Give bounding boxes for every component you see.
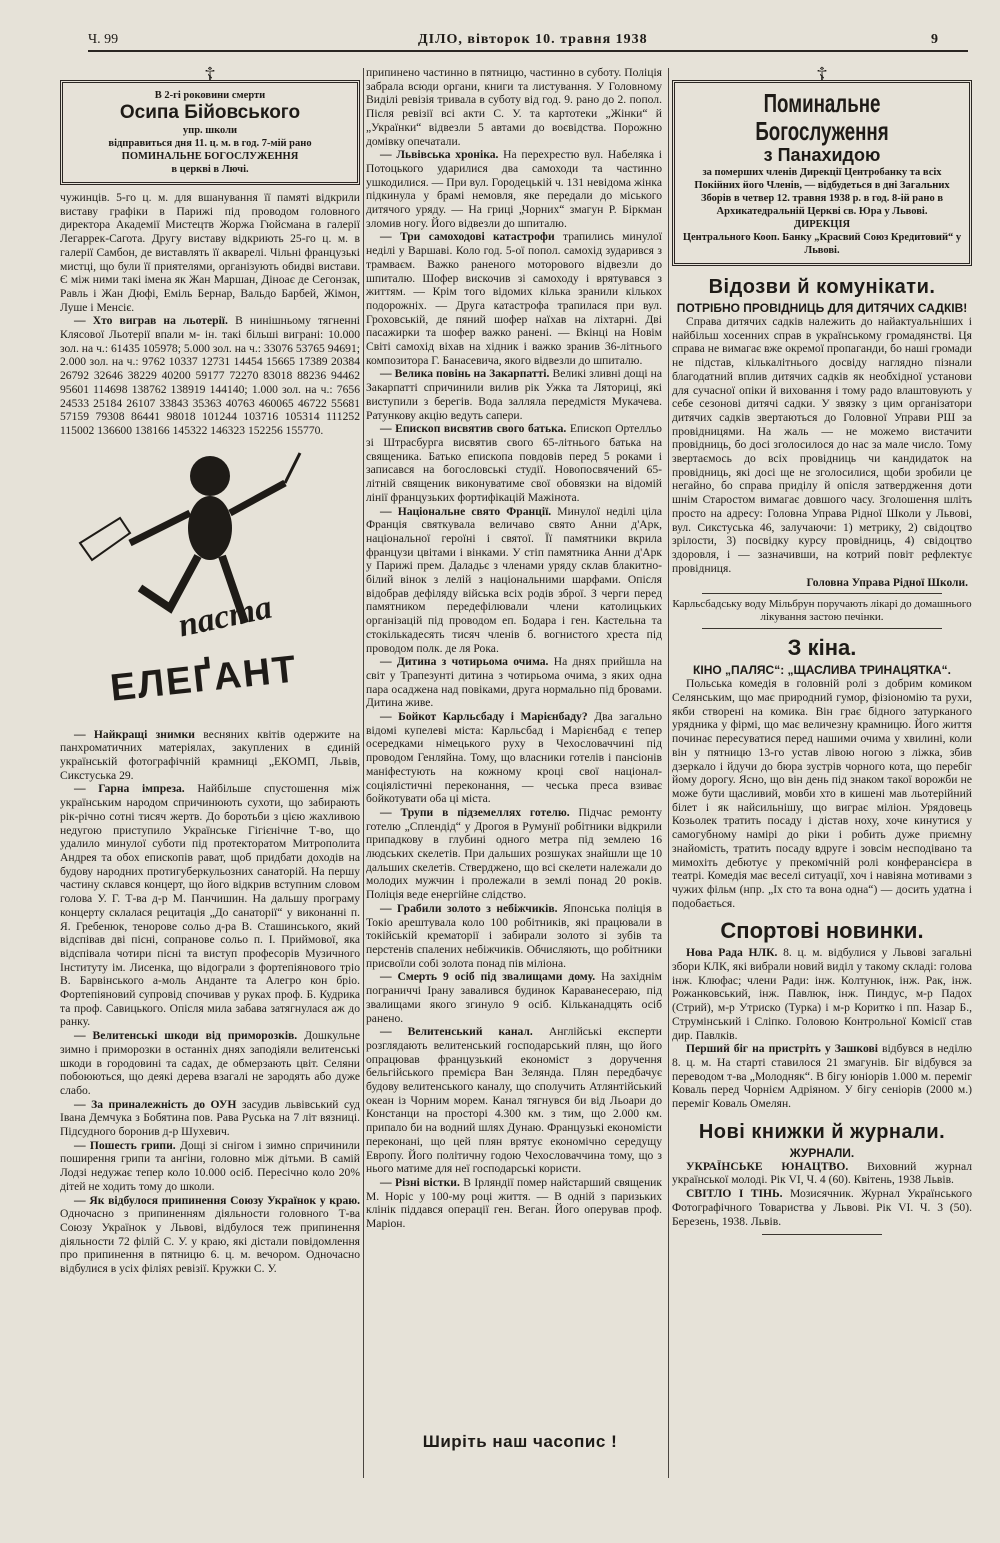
journals-subtitle: ЖУРНАЛИ. [789, 1145, 855, 1160]
memorial-line-2: упр. школи [182, 125, 238, 136]
tube-shape [80, 518, 130, 560]
memorial-line-1: В 2-гі роковини смерти [154, 90, 266, 101]
masthead-rule [88, 50, 968, 52]
ad-brand-word: ЕЛЕҐАНТ [108, 647, 300, 710]
memorial-notice-biyovsky [60, 80, 360, 185]
footer-slogan: Ширіть наш часопис ! [422, 1432, 618, 1451]
sports-news-2-body: відбувся в неділю 8. ц. м. На старті ставилося 21 змагунів. Біг відбувся за переводом т-ва „Молодняк“. В бігу юніорів 1.000 м. переміг Коваль перед Чорнієм Адріяном. У бігу сеніорів (2000 м.) переміг Коваль Омелян. [672, 1042, 972, 1111]
article-misc-head: — Різні вістки. [380, 1175, 460, 1189]
article-gold-head: — Грабили золото з небіжчиків. [380, 901, 558, 915]
article-bishop-head: — Епископ висвятив свого батька. [380, 422, 567, 436]
article-frost-body: Дошкульне зимно і приморозки в останніх днях заподіяли велитенські шкоди в городовині та садах, де обмерзають цвіт. Селяни побоюються, що деякі дерева взагалі не зародять або дуже слабо. [60, 1029, 360, 1097]
journal-2 [672, 1187, 972, 1228]
article-boycott-body: Два загально відомі купелеві міста: Карльсбад і Марієнбад є тепер осередками німецького руху в Чехословаччині під проводом Генляйна. Тому, що власники готелів і пансіонів маніфестують на кожному кроці свої націонал-соціялістичні переконання, — чеська преса взиває бойкотувати оба ці міста. [366, 710, 662, 806]
brush-shape [285, 453, 300, 483]
article-lviv-head: — Львівська хроніка. [380, 148, 499, 162]
newspaper-title-date: ДІЛО, вівторок 10. травня 1938 [418, 32, 648, 47]
article-bishop [366, 422, 662, 504]
article-crashes-head: — Три самоходові катастрофи [380, 230, 555, 244]
article-flu [60, 1139, 360, 1194]
memorial-line-3: відправиться дня 11. ц. м. в год. 7-мій рано [108, 138, 312, 149]
memorial-subtitle: з Панахидою [763, 145, 881, 165]
memorial-bank: Центрального Кооп. Банку „Красвий Союз Кредитовий“ у Львові. [682, 232, 962, 256]
article-collapse [366, 970, 662, 1025]
article-exhibition: чужинців. 5-го ц. м. для вшанування її памяті відкрили виставу графіки в Парижі під проводом головного директора Академії Мистецтв Жоржа Гюйсмана в галерії Легаррек-Сагота. Другу виставу відкриють 25-го ц. м. в галерії Самбон, де виставлять її акварелі. Чільні французькі мистці, що були її приятелями, організують обидві вистави. Є між ними такі імена як Жан Маршан, Діноає де Сегонзак, Равль і Жан Дюфі, Еміль Бернар, Вальдо Барбей, Жімон, Луше і Менсіє. [60, 191, 360, 314]
column-divider-1 [363, 68, 364, 1478]
column-2 [366, 66, 662, 1466]
cinema-title: КІНО „ПАЛЯС“: „ЩАСЛИВА ТРИНАЦЯТКА“. [693, 663, 951, 678]
orthodox-cross-icon-2: ☦ [816, 66, 828, 84]
issue-number: Ч. 99 [88, 32, 119, 47]
sports-news-2-head: Перший біг на пристріть у Зашкові [686, 1042, 878, 1056]
section-cinema: З кіна. [787, 635, 857, 661]
sports-news-1 [672, 946, 972, 1042]
article-event-head: — Гарна імпреза. [74, 782, 185, 796]
orthodox-cross-icon: ☦ [204, 66, 216, 84]
article-skeletons-head: — Трупи в підземеллях готелю. [380, 805, 570, 819]
article-union-body: Одночасно з припиненням діяльности головного Т-ва Союзу Українок у Львові, відбулося теж припинення діяльности 72 філій С. У. у краю, які дістали повідомлення про припинення в пятницю 6. ц. м. вечором. Одночасно відбулися в усіх філіях ревізії. Кружки С. У. [60, 1207, 360, 1276]
article-skeletons [366, 806, 662, 902]
sports-news-2 [672, 1042, 972, 1111]
article-canal-head: — Велитенський канал. [380, 1025, 533, 1039]
memorial-directorate: ДИРЕКЦІЯ [793, 219, 851, 230]
article-four-eyes-head: — Дитина з чотирьома очима. [380, 655, 549, 669]
mineral-water-note: Карльсбадську воду Мільбрун поручають лікарі до домашнього лікування застою печінки. [672, 598, 972, 624]
article-bishop-body: Епископ Ортелльо зі Штрасбурга висвятив свого 65-літнього батька на священика. Батько епископа повдовів перед 5 роками і записався на богословські студії. Новопосвячений 65-літній священик виконуватиме свої обовязки на відомій лінії французьких фортифікацій Мажінота. [366, 422, 662, 504]
article-car-crashes [366, 230, 662, 367]
article-photos-head: — Найкращі знимки [74, 727, 195, 741]
article-oun-head: — За приналежність до ОУН [74, 1097, 237, 1111]
article-collapse-body: На західнім пограниччі Ірану завалився будинок Караванесераю, під звалищами якого згинуло 9 осіб. Кільканадцять осіб ранено. [366, 970, 662, 1025]
article-oun [60, 1098, 360, 1139]
article-misc-news [366, 1176, 662, 1231]
figure-head [190, 456, 230, 496]
article-lottery-body: В нинішньому тягненні Клясової Льотерії впали м- ін. такі більші виграні: 10.000 зол. на ч.: 61435 105978; 5.000 зол. на ч.: 33076 53765 94691; 2.000 зол. на ч.: 9762 10337 12731 14454 15665 17389 20384 26792 32646 38229 40200 59177 72270 83018 88236 94462 95601 114698 138762 138919 144140; 1.000 зол. на ч.: 7656 24533 25184 26107 33843 35363 40763 460065 46722 55681 57159 79308 86441 98018 101244 103716 105314 111252 115002 136600 138166 145322 146323 152256 155770. [60, 314, 360, 437]
article-canal-body: Англійські експерти розглядають велитенський господарський плян, що його опрацював французький економіст з доручення бельгійського премієра Ван Зеляндa. Плян передбачує будову велитенського каналу, що сполучить Атлянтійський океан із Чорним морем. Канал тягнувся би від Льоари до Констанци на просторі 4.300 км. з тим, що 2.000 км. припало би на водний шлях Дунаю. Французькі економісти переконані, що цей плян врятує економічно середущу Европу. Його політичну годою Чехословаччина тому, що з нього матиме для неї господарські користи. [366, 1025, 662, 1176]
article-flu-head: — Пошесть грипи. [74, 1138, 176, 1152]
article-crashes-body: трапились минулої неділі у Варшаві. Коло год. 5-ої попол. самохід зударився з трамваєм. Важко раненого моторового відвезли до шпиталю. Шофер вискочив зі самоходу і врятувався з життям. — Крім того відомих кілька зранили кількох подорожніх. — Друга катастрофа трапилася при вул. Гроховській, де пяний шофер наїхав на ліхтарні. Дві пасажирки та шофер важко ранені. — Вкінці на Новім Світі самохід віхав на хідник і важко зранив 36-літнього композитора Г. Банасевича, якого відвезли до шпиталю. [366, 230, 662, 367]
memorial-line-4: ПОМИНАЛЬНЕ БОГОСЛУЖЕННЯ [121, 151, 299, 162]
section-books: Нові книжки й журнали. [698, 1120, 946, 1143]
article-france-holiday [366, 505, 662, 656]
journal-2-body: Мозисячник. Журнал Українського Фотографічного Товариства у Львові. Рік VI. Ч. 3 (50). Березень, 1938. Львів. [672, 1187, 972, 1228]
announcement-kindergarten: Справа дитячих садків належить до найактуальніших і найбільш хосенних справ в українському громадянстві. Ця справа не вимагає вже окремої пропаганди, бо наші громади не підстав, кількалітнього досвіду наглядно пізнали благодатний вплив дитячих садків як необхідної установи для сучасної опіки й виховання і тому радо влаштовують у себе сезонові дитячі садки. У звязку з цим організатори дитячих садків звертаються до Головної Управи РШ за провідницями. На жаль — не можемо вистачити провідниць, бо досі зголосилося до нас за мале число. Тому звертаємось до всіх провідниць чи кандидаток на провідниць, які досі ще не зголосилися, щоби зробили це негайно, бо справа приділу й опісля затвердження доти шнім Старостом вимагає довшого часу. Зголошення шліть просто на адресу: Головна Управа Рідної Школи у Львові, вул. Сикстуська 46, залучаючи: 1) метрику, 2) свідоцтво зрілости, 3) посвідку курсу провідниць, 4) свідоцтво здоровля, і — зазначивши, на котрий повіт рефлектує провідниця. [672, 315, 972, 575]
journal-1-title: УКРАЇНСЬКЕ ЮНАЦТВО. [686, 1159, 849, 1173]
announcement-title: ПОТРІБНО ПРОВІДНИЦЬ ДЛЯ ДИТЯЧИХ САДКІВ! [676, 301, 968, 315]
article-boycott-head: — Бойкот Карльсбаду і Марієнбаду? [380, 710, 588, 724]
article-france-head: — Національне свято Франції. [380, 504, 552, 518]
article-lviv-body: На перехрестю вул. Набеляка і Потоцького ударилися два самоходи та частинно ушкодилися. — При вул. Городецькій ч. 131 невідома жінка підкинула у брамі немовля, яке передали до міського дитячого уряду. — На гриці „Чорних“ змагун Р. Біркман зломив ногу. Його відвезли до шпиталю. [366, 148, 662, 230]
article-union [60, 1194, 360, 1276]
section-sports: Спортові новинки. [720, 918, 924, 944]
end-rule [762, 1234, 882, 1235]
page-number: 9 [931, 32, 938, 47]
article-gold [366, 902, 662, 971]
article-four-eyes [366, 655, 662, 710]
article-lottery-head: — Хто виграв на льотерії. [74, 314, 228, 328]
article-france-body: Минулої неділі ціла Франція святкувала величаво свято Анни д'Арк, національної героїні і святої. Її памятники вкрила французи цвітами і вінками. У стіп памятника Анни д'Арк у Парижі прем. Даладьє з членами уряду склав блакитно-білий вінок з лелій з національними шарфами. Опісля відобрав дефіляду війська всіх родів зброї. З черги перед памятником передефілювали члени католицьких організацій під проводом еп. Бодара і ген. Кастельна та стокількадесять тисяч членів б. вогнистого хреста під проводом полк. де ля Рока. [366, 504, 662, 655]
article-canal [366, 1025, 662, 1176]
article-flood-body: Великі зливні дощі на Закарпатті спричинили вилив рік Ужка та Ляториці, які виступили з берегів. Вода залляла передмістя Мукачева. Ратункову акцію ведуть сапери. [366, 367, 662, 422]
article-lviv-chronicle [366, 148, 662, 230]
article-misc-body: В Ірляндії помер найстарший священик М. Норіс у 100-му році життя. — В одній з паризьких клінік піддався операції ген. Веган. Його оперував проф. Маріон. [366, 1175, 662, 1231]
memorial-title: Поминальне Богослуження [755, 88, 889, 146]
advertisement-elegant-paste [60, 448, 360, 718]
memorial-text: за померших членів Дирекції Центробанку та всіх Покійних його Членів, — відбудеться в дні Загальних Зборів в четвер 12. травня 1938 р. в год. 8-ій рано в Архикатедральній Церкві св. Юра у Львові. [694, 167, 950, 217]
article-union-cont: припинено частинно в пятницю, частинно в суботу. Поліція забрала всюди органи, книги та листування. У Головному Виділі ревізія тривала в суботу від год. 9. рано до 2. попол. Після ревізії всі акти С. У. та картотеки „Жінки“ й „Українки“ відвезли 5 автами до воєвідства. Порожню домівку опечатали. [366, 66, 662, 148]
article-photos [60, 728, 360, 783]
sports-news-1-head: Нова Рада НЛК. [686, 946, 778, 960]
separator-rule [702, 593, 942, 594]
column-divider-2 [668, 68, 669, 1478]
article-union-head: — Як відбулося припинення Союзу Українок у краю. [74, 1193, 360, 1207]
journal-1 [672, 1160, 972, 1187]
column-3 [672, 66, 972, 1486]
article-oun-body: засудив львівський суд Івана Демчука з Бобятина пов. Рава Руська на 7 літ вязниці. Підсудного боронив д-р Шухевич. [60, 1097, 360, 1139]
article-event [60, 782, 360, 1029]
article-photos-body: весняних квітів одержите на панхроматичних матеріялах, закуплених в єдиній українській фотографічній крамниці „ЕКОМП, Львів, Сикстуська 29. [60, 727, 360, 782]
article-four-eyes-body: На днях прийшла на світ у Трапезунті дитина з чотирьома очима, з яких одна пара осаджена над повіками, друга нормально під бровами. Дитина живе. [366, 655, 662, 710]
memorial-notice-centrobank [672, 80, 972, 266]
figure-body [188, 496, 232, 560]
article-collapse-head: — Смерть 9 осіб під звалищами дому. [380, 970, 596, 984]
announcement-signature: Головна Управа Рідної Школи. [806, 577, 968, 590]
journal-1-body: Виховний журнал української молоді. Рік VI, Ч. 4 (60). Квітень, 1938 Львів. [672, 1159, 972, 1187]
article-skeletons-body: Підчас ремонту готелю „Сплендід“ у Дрогоя в Румунії робітники відкрили припадкову в глубині одного метра під землею 16 людських скелетів. При дальших розшуках знайшли ще 10 дальших скелетів. Стверджено, що всі скелети належали до молодих мужчин і пролежали в землі понад 20 років. Поліція веде енергійне слідство. [366, 805, 662, 902]
article-boycott [366, 710, 662, 806]
masthead [88, 30, 968, 52]
ad-script-word: паста [175, 588, 276, 645]
column-1 [60, 66, 360, 1506]
journal-2-title: СВІТЛО І ТІНЬ. [686, 1187, 783, 1201]
article-frost-head: — Велитенські шкоди від приморозків. [74, 1029, 298, 1043]
article-gold-body: Японська поліція в Токіо арештувала коло 100 робітників, які працювали в токійській крематорії і забирали золото зі зубів та перстенів спалених небіжчиків. Обчисляють, що робітники присвоїли собі золота понад пів міліона. [366, 901, 662, 970]
memorial-line-5: в церкві в Лючі. [171, 164, 249, 175]
separator-rule-2 [702, 628, 942, 629]
article-flu-body: Дощі зі снігом і зимно спричинили поширення грипи та ангіни, головно між дітьми. В самій Лодзі недужає тепер коло 10.000 осіб. Пересічно коло 20% дітей не ходить тому до школи. [60, 1138, 360, 1193]
article-event-body: Найбільше спустошення між українським народом спричинюють сухоти, що забирають рік-річно сотні тисяч жертв. До боротьби з цією жахливою недугою приступило Українське Гігієнічне Т-во, що удалило минулої суботи під протекторатом Митрополита Андрея та обох епископів рават, щоб придбати доходів на будову народних протигуберкульозних санаторій. На першу частину склався концерт, що його відкрив вступним словом голова У. Г. Т-ва д-р М. Панчишин. На дальшу програму концерту склалася рецитація „До санаторії“ у виконанні п. Я. Гребенюк, тенорове сольо д-ра В. Сташинського, який відспівав дві пісні, сопранове сольо п. І. Приймової, яка відспівала чотири пісні та виступ професорів Музичного Інституту ім. Лисенка, що відограли з фортепіянового тріо В. Барвінського а-моль Андантe та Алегро кон бріо. Фортепіяновий супровід спочивав у руках проф. Б. Кудрика та проф. Савицького. Опісля мила забава затягнулася аж до ранку. [60, 782, 360, 1029]
sports-news-1-body: 8. ц. м. відбулися у Львові загальні збори КЛК, які вибрали новий виділ у такому складі: голова інж. Клюфас; члени Ради: інж. Колтунюк, інж. Рак, інж. Рожанковський, інж. Павлюк, інж. Пиндус, м-р Падох (Стрий), м-р Утриско (Турка) і м-р Коритко і пп. Назар Б., Струмінський і Сліпко. Головою Контрольної Комісії став дир. Павлків. [672, 946, 972, 1042]
cinema-review: Польська комедія в головній ролі з добрим комиком Селянським, що має природний гумор, фізіономію та рухи, якби створені на комика. Він грає бідного затурканого урядника у фірмі, що має величезну крамницю. Його життя починає пересуватися перед нашими очима у хвилині, коли він у пятницю 13-го устав лівою ногою з ліжка, збив дзеркало і йдучи до бюра зустрів чорного кота, що перебіг йому дорогу. Ясно, що він день під знаком такої ворожби не може бути щасливий, мовби хто в кишені мав льотерійний білет і як найсильнішу, що виграє міліон. Урядовець Козьолек тратить посаду і дістав ноху, хоче кинутися у самогубному намірі до ріки і робить дуже приємну знайомість, тратить посаду вдруге і зовсім несподівано та мимохіть дебютує у прекомічній ролі конферансієра в театрі. Комедія має веселі ситуації, хоч і навіяна мотивами з чужих фільм (нпр. „Іх сто та вона одна“) — досить удатна і подобається. [672, 677, 972, 910]
article-flood-head: — Велика повінь на Закарпатті. [380, 367, 550, 381]
article-frost [60, 1029, 360, 1098]
section-announcements: Відозви й комунікати. [708, 276, 936, 298]
article-lottery [60, 314, 360, 437]
memorial-name: Осипа Бійовського [119, 102, 301, 123]
article-flood [366, 367, 662, 422]
